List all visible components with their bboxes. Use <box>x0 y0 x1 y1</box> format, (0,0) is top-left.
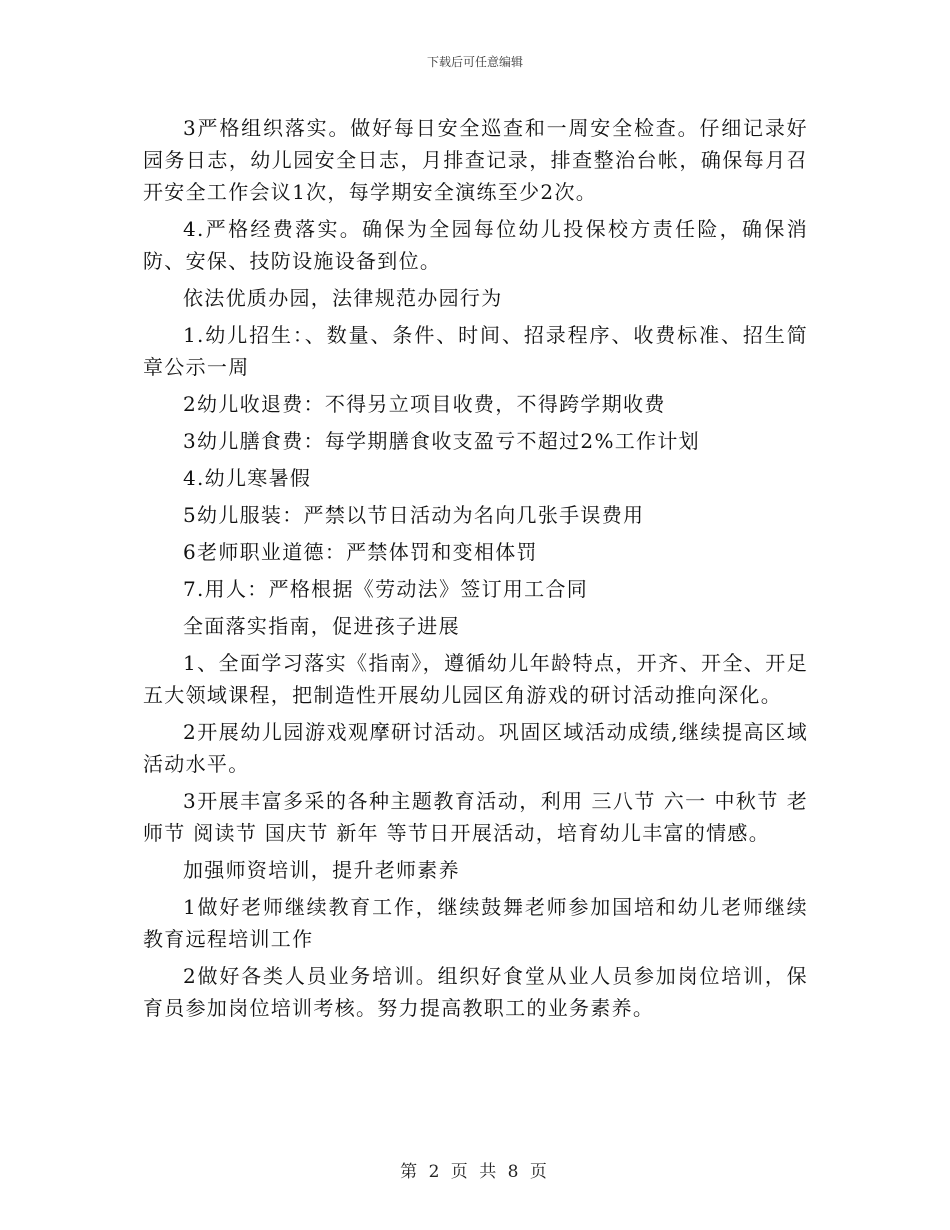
list-item: 1.幼儿招生：、数量、条件、时间、招录程序、收费标准、招生简章公示一周 <box>143 323 808 379</box>
paragraph: 3严格组织落实。做好每日安全巡查和一周安全检查。仔细记录好园务日志，幼儿园安全日志，月排查记录，排查整治台帐，确保每月召开安全工作会议1次，每学期安全演练至少2次。 <box>143 116 808 204</box>
list-item: 1、全面学习落实《指南》，遵循幼儿年龄特点，开齐、开全、开足五大领域课程，把制造性开展幼儿园区角游戏的研讨活动推向深化。 <box>143 651 808 707</box>
section-heading: 全面落实指南，促进孩子进展 <box>183 614 460 638</box>
list-item: 3幼儿膳食费：每学期膳食收支盈亏不超过2%工作计划 <box>183 429 700 453</box>
list-item: 2做好各类人员业务培训。组织好食堂从业人员参加岗位培训，保育员参加岗位培训考核。努力提高教职工的业务素养。 <box>143 964 808 1020</box>
list-item: 5幼儿服装：严禁以节日活动为名向几张手误费用 <box>183 503 645 527</box>
list-item: 2幼儿收退费：不得另立项目收费，不得跨学期收费 <box>183 392 666 416</box>
list-item: 7.用人：严格根据《劳动法》签订用工合同 <box>183 577 589 601</box>
list-item: 4.幼儿寒暑假 <box>183 466 312 490</box>
list-item: 6老师职业道德：严禁体罚和变相体罚 <box>183 540 538 564</box>
list-item: 1做好老师继续教育工作，继续鼓舞老师参加国培和幼儿老师继续教育远程培训工作 <box>143 895 808 951</box>
page-footer: 第 2 页 共 8 页 <box>400 1162 550 1182</box>
section-heading: 加强师资培训，提升老师素养 <box>183 858 460 882</box>
paragraph: 4.严格经费落实。确保为全园每位幼儿投保校方责任险，确保消防、安保、技防设施设备到位。 <box>143 217 808 273</box>
page-header: 下载后可任意编辑 <box>426 55 523 69</box>
list-item: 3开展丰富多采的各种主题教育活动，利用 三八节 六一 中秋节 老师节 阅读节 国庆节 新年 等节日开展活动，培育幼儿丰富的情感。 <box>143 789 808 845</box>
document-body <box>143 112 808 1029</box>
list-item: 2开展幼儿园游戏观摩研讨活动。巩固区域活动成绩,继续提高区域活动水平。 <box>143 720 808 776</box>
section-heading: 依法优质办园，法律规范办园行为 <box>183 286 503 310</box>
